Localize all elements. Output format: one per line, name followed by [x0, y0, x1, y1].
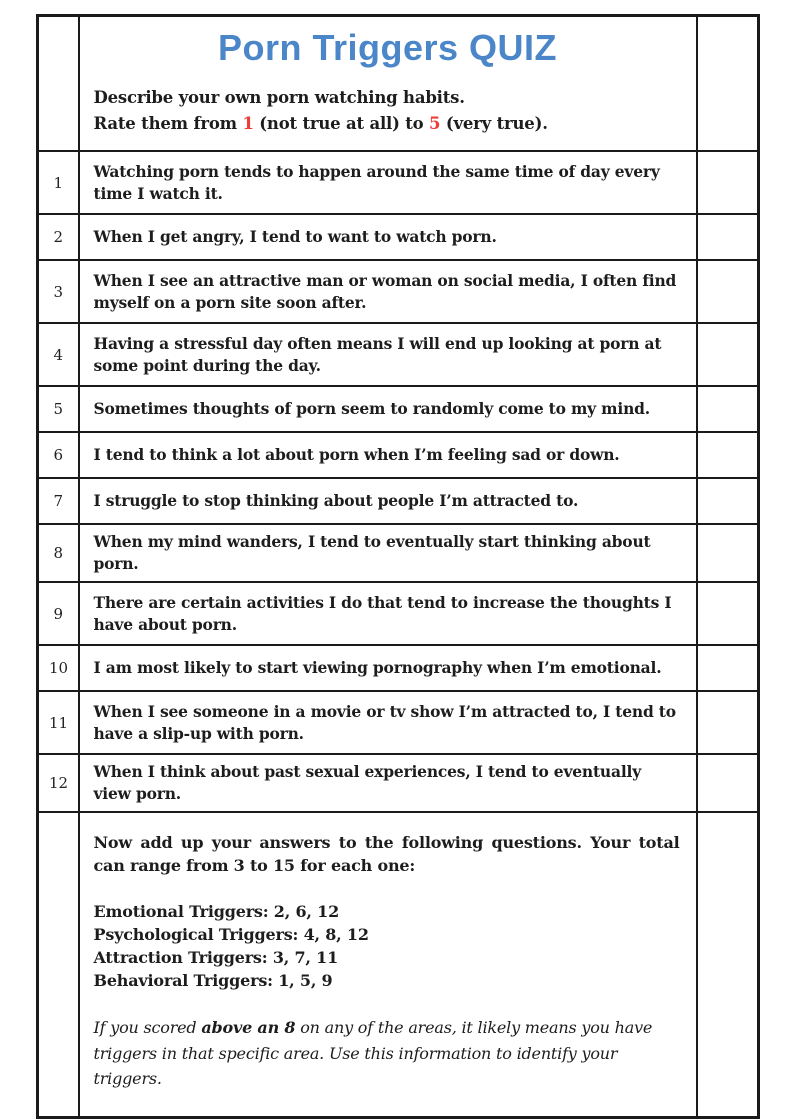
answer-box[interactable]	[697, 214, 759, 260]
trigger-list-item: Psychological Triggers: 4, 8, 12	[93, 924, 369, 944]
answer-box[interactable]	[697, 691, 759, 754]
rating-low-value: 1	[242, 113, 254, 133]
instructions-line1: Describe your own porn watching habits.	[93, 88, 465, 107]
question-statement: When my mind wanders, I tend to eventually start thinking about porn.	[79, 524, 697, 582]
header-row	[38, 16, 759, 152]
answer-box[interactable]	[697, 323, 759, 386]
table-row	[38, 260, 759, 323]
answer-box[interactable]	[697, 260, 759, 323]
question-statement: There are certain activities I do that tend to increase the thoughts I have about porn.	[79, 582, 697, 645]
footer-answer-cell	[697, 812, 759, 1117]
score-threshold: above an 8	[201, 1018, 296, 1038]
question-statement: When I think about past sexual experiences, I tend to eventually view porn.	[79, 754, 697, 812]
answer-box[interactable]	[697, 386, 759, 432]
trigger-list-item: Behavioral Triggers: 1, 5, 9	[93, 971, 333, 991]
question-number: 11	[38, 691, 79, 754]
question-statement: When I get angry, I tend to want to watch porn.	[79, 214, 697, 260]
table-row	[38, 151, 759, 214]
question-number: 9	[38, 582, 79, 645]
answer-box[interactable]	[697, 645, 759, 691]
footer-number-cell	[38, 812, 79, 1117]
trigger-list-item: Attraction Triggers: 3, 7, 11	[93, 947, 339, 967]
answer-box[interactable]	[697, 582, 759, 645]
question-statement: Sometimes thoughts of porn seem to randomly come to my mind.	[79, 386, 697, 432]
question-number: 6	[38, 432, 79, 478]
scoring-row	[38, 812, 759, 1117]
question-statement: I am most likely to start viewing pornography when I’m emotional.	[79, 645, 697, 691]
quiz-instructions	[94, 85, 682, 136]
table-row	[38, 754, 759, 812]
question-number: 3	[38, 260, 79, 323]
answer-box[interactable]	[697, 524, 759, 582]
scoring-cell	[79, 812, 697, 1117]
scoring-intro: Now add up your answers to the following questions. Your total can range from 3 to 15 for each one:	[93, 833, 680, 876]
header-cell	[79, 16, 697, 152]
question-statement: When I see an attractive man or woman on social media, I often find myself on a porn site soon after.	[79, 260, 697, 323]
rating-high-value: 5	[429, 113, 441, 133]
table-row	[38, 645, 759, 691]
table-row	[38, 524, 759, 582]
table-row	[38, 323, 759, 386]
table-row	[38, 691, 759, 754]
table-row	[38, 432, 759, 478]
header-number-cell	[38, 16, 79, 152]
page-title: Porn Triggers QUIZ	[217, 27, 558, 68]
question-statement: When I see someone in a movie or tv show I’m attracted to, I tend to have a slip-up with porn.	[79, 691, 697, 754]
question-number: 12	[38, 754, 79, 812]
question-number: 7	[38, 478, 79, 524]
answer-box[interactable]	[697, 754, 759, 812]
answer-box[interactable]	[697, 151, 759, 214]
question-statement: I struggle to stop thinking about people I’m attracted to.	[79, 478, 697, 524]
question-number: 2	[38, 214, 79, 260]
instructions-line2: Rate them from 1 (not true at all) to 5 (very true).	[93, 113, 548, 133]
answer-box[interactable]	[697, 432, 759, 478]
quiz-table	[36, 14, 760, 1119]
question-statement: Watching porn tends to happen around the same time of day every time I watch it.	[79, 151, 697, 214]
table-row	[38, 214, 759, 260]
question-number: 10	[38, 645, 79, 691]
question-statement: Having a stressful day often means I will end up looking at porn at some point during the day.	[79, 323, 697, 386]
table-row	[38, 582, 759, 645]
header-answer-cell	[697, 16, 759, 152]
question-number: 4	[38, 323, 79, 386]
question-number: 5	[38, 386, 79, 432]
answer-box[interactable]	[697, 478, 759, 524]
question-number: 1	[38, 151, 79, 214]
question-number: 8	[38, 524, 79, 582]
scoring-note: If you scored above an 8 on any of the areas, it likely means you have triggers in that specific area. Use this information to identify your triggers.	[93, 1018, 653, 1089]
trigger-list-item: Emotional Triggers: 2, 6, 12	[93, 901, 340, 921]
table-row	[38, 386, 759, 432]
question-statement: I tend to think a lot about porn when I’m feeling sad or down.	[79, 432, 697, 478]
trigger-list	[94, 900, 680, 993]
table-row	[38, 478, 759, 524]
